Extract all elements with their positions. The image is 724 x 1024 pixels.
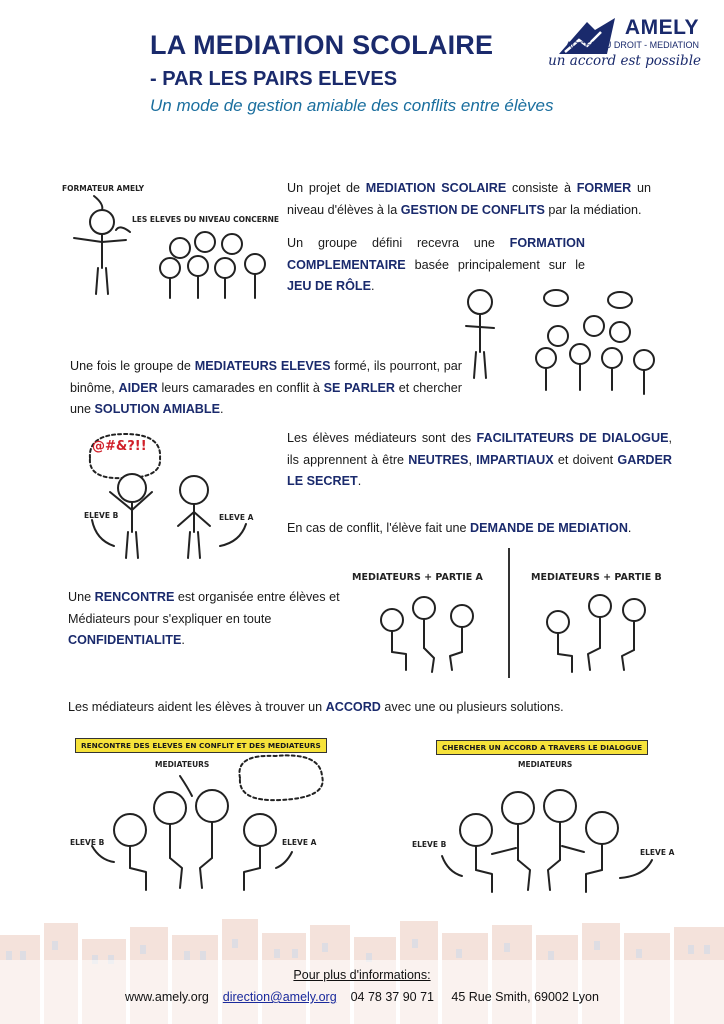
text-run: un niveau d'élèves à la [287,181,651,217]
text-run: basée principalement sur le [405,257,585,272]
paragraph-accord [68,697,628,719]
text-run: Une [68,590,95,604]
amely-logo [548,16,705,78]
highlight-term: GARDER LE SECRET [287,452,672,488]
footer-website[interactable]: www.amely.org [125,990,209,1004]
text-run: et doivent [553,452,618,467]
text-run: En cas de conflit, l'élève fait une [287,521,471,535]
paragraph-projet [287,178,651,221]
highlight-term: FORMER [576,181,632,195]
text-run: et chercher une [70,380,462,416]
highlight-term: DEMANDE DE MEDIATION [470,521,628,535]
text-run: leurs camarades en conflit à [157,380,324,395]
illustration-formateur-group [60,190,280,310]
page-subtitle: - PAR LES PAIRS ELEVES [150,68,398,90]
label-mediateurs-left: MEDIATEURS [155,760,210,769]
logo-name: AMELY [624,16,699,39]
text-run: , ils apprennent à être [287,431,672,467]
mountain-logo-icon [557,16,617,56]
paragraph-facilitateurs [287,428,672,493]
highlight-term: NEUTRES [408,452,469,467]
footer-address: 45 Rue Smith, 69002 Lyon [451,990,599,1004]
highlight-term: AIDER [118,380,158,395]
highlight-term: IMPARTIAUX [476,452,554,467]
text-run: . [219,402,224,416]
label-eleve-a-1: ELEVE A [219,513,254,522]
text-run: Un groupe défini recevra une [287,236,510,250]
text-run: est organisée entre élèves et Médiateurs pour s'expliquer en toute [68,590,340,626]
highlight-term: MEDIATEURS ELEVES [194,359,331,373]
label-eleve-b-1: ELEVE B [84,511,119,520]
footer-heading: Pour plus d'informations: [293,968,431,982]
paragraph-mediateurs [70,356,462,421]
highlight-term: SE PARLER [323,380,396,395]
illustration-jeu-de-role [460,280,690,410]
text-run: , [468,452,477,467]
text-run: . [370,279,375,293]
text-run: consiste à [506,181,577,195]
highlight-term: JEU DE RÔLE [287,279,371,293]
text-run: Un projet de [287,181,366,195]
label-eleve-a-2: ELEVE A [282,838,317,847]
highlight-term: FACILITATEURS DE DIALOGUE [476,431,669,445]
highlight-term: FORMATION COMPLEMENTAIRE [287,236,585,272]
swear-bubble-text: @#&?!! [92,439,147,454]
paragraph-demande [287,518,667,540]
logo-slogan: un accord est possible [548,53,701,69]
label-eleve-b-2: ELEVE B [70,838,105,847]
text-run: . [627,521,632,535]
text-run: . [181,633,185,647]
highlight-term: SOLUTION AMIABLE [94,402,220,416]
page-title: LA MEDIATION SCOLAIRE [150,30,494,60]
label-mediateurs-partie-a: MEDIATEURS + PARTIE A [352,572,483,583]
highlight-term: GESTION DE CONFLITS [400,202,545,217]
illustration-rencontre [70,748,360,898]
illustration-accord [420,768,690,903]
label-eleves-niveau: LES ELEVES DU NIVEAU CONCERNE [132,215,280,224]
banner-accord: CHERCHER UN ACCORD A TRAVERS LE DIALOGUE [436,740,648,755]
footer-contact [0,990,724,1004]
label-eleve-b-3: ELEVE B [412,840,447,849]
text-run: formé, ils pourront, par binôme, [70,359,462,395]
page-tagline: Un mode de gestion amiable des conflits entre élèves [150,96,554,115]
text-run: . [357,474,362,488]
label-formateur: FORMATEUR AMELY [62,184,145,193]
text-run: par la médiation. [544,202,642,217]
highlight-term: CONFIDENTIALITE [68,633,182,647]
label-mediateurs-partie-b: MEDIATEURS + PARTIE B [531,572,662,583]
paragraph-rencontre [68,587,343,652]
text-run: Les médiateurs aident les élèves à trouver un [68,700,326,714]
footer-email-link[interactable]: direction@amely.org [222,990,337,1004]
divider-vertical [508,548,510,678]
highlight-term: ACCORD [325,700,381,714]
logo-subtitle: ACCES AU DROIT - MEDIATION [565,40,699,50]
label-eleve-a-3: ELEVE A [640,848,675,857]
highlight-term: RENCONTRE [94,590,175,604]
illustration-mediateurs-partie-b [540,592,670,682]
label-mediateurs-right: MEDIATEURS [518,760,573,769]
text-run: Une fois le groupe de [70,359,195,373]
banner-rencontre: RENCONTRE DES ELEVES EN CONFLIT ET DES MEDIATEURS [75,738,327,753]
text-run: Les élèves médiateurs sont des [287,431,477,445]
illustration-mediateurs-partie-a [370,592,500,682]
footer-city-background [0,905,724,1024]
footer-phone: 04 78 37 90 71 [350,990,435,1004]
highlight-term: MEDIATION SCOLAIRE [365,181,507,195]
text-run: avec une ou plusieurs solutions. [380,700,564,714]
